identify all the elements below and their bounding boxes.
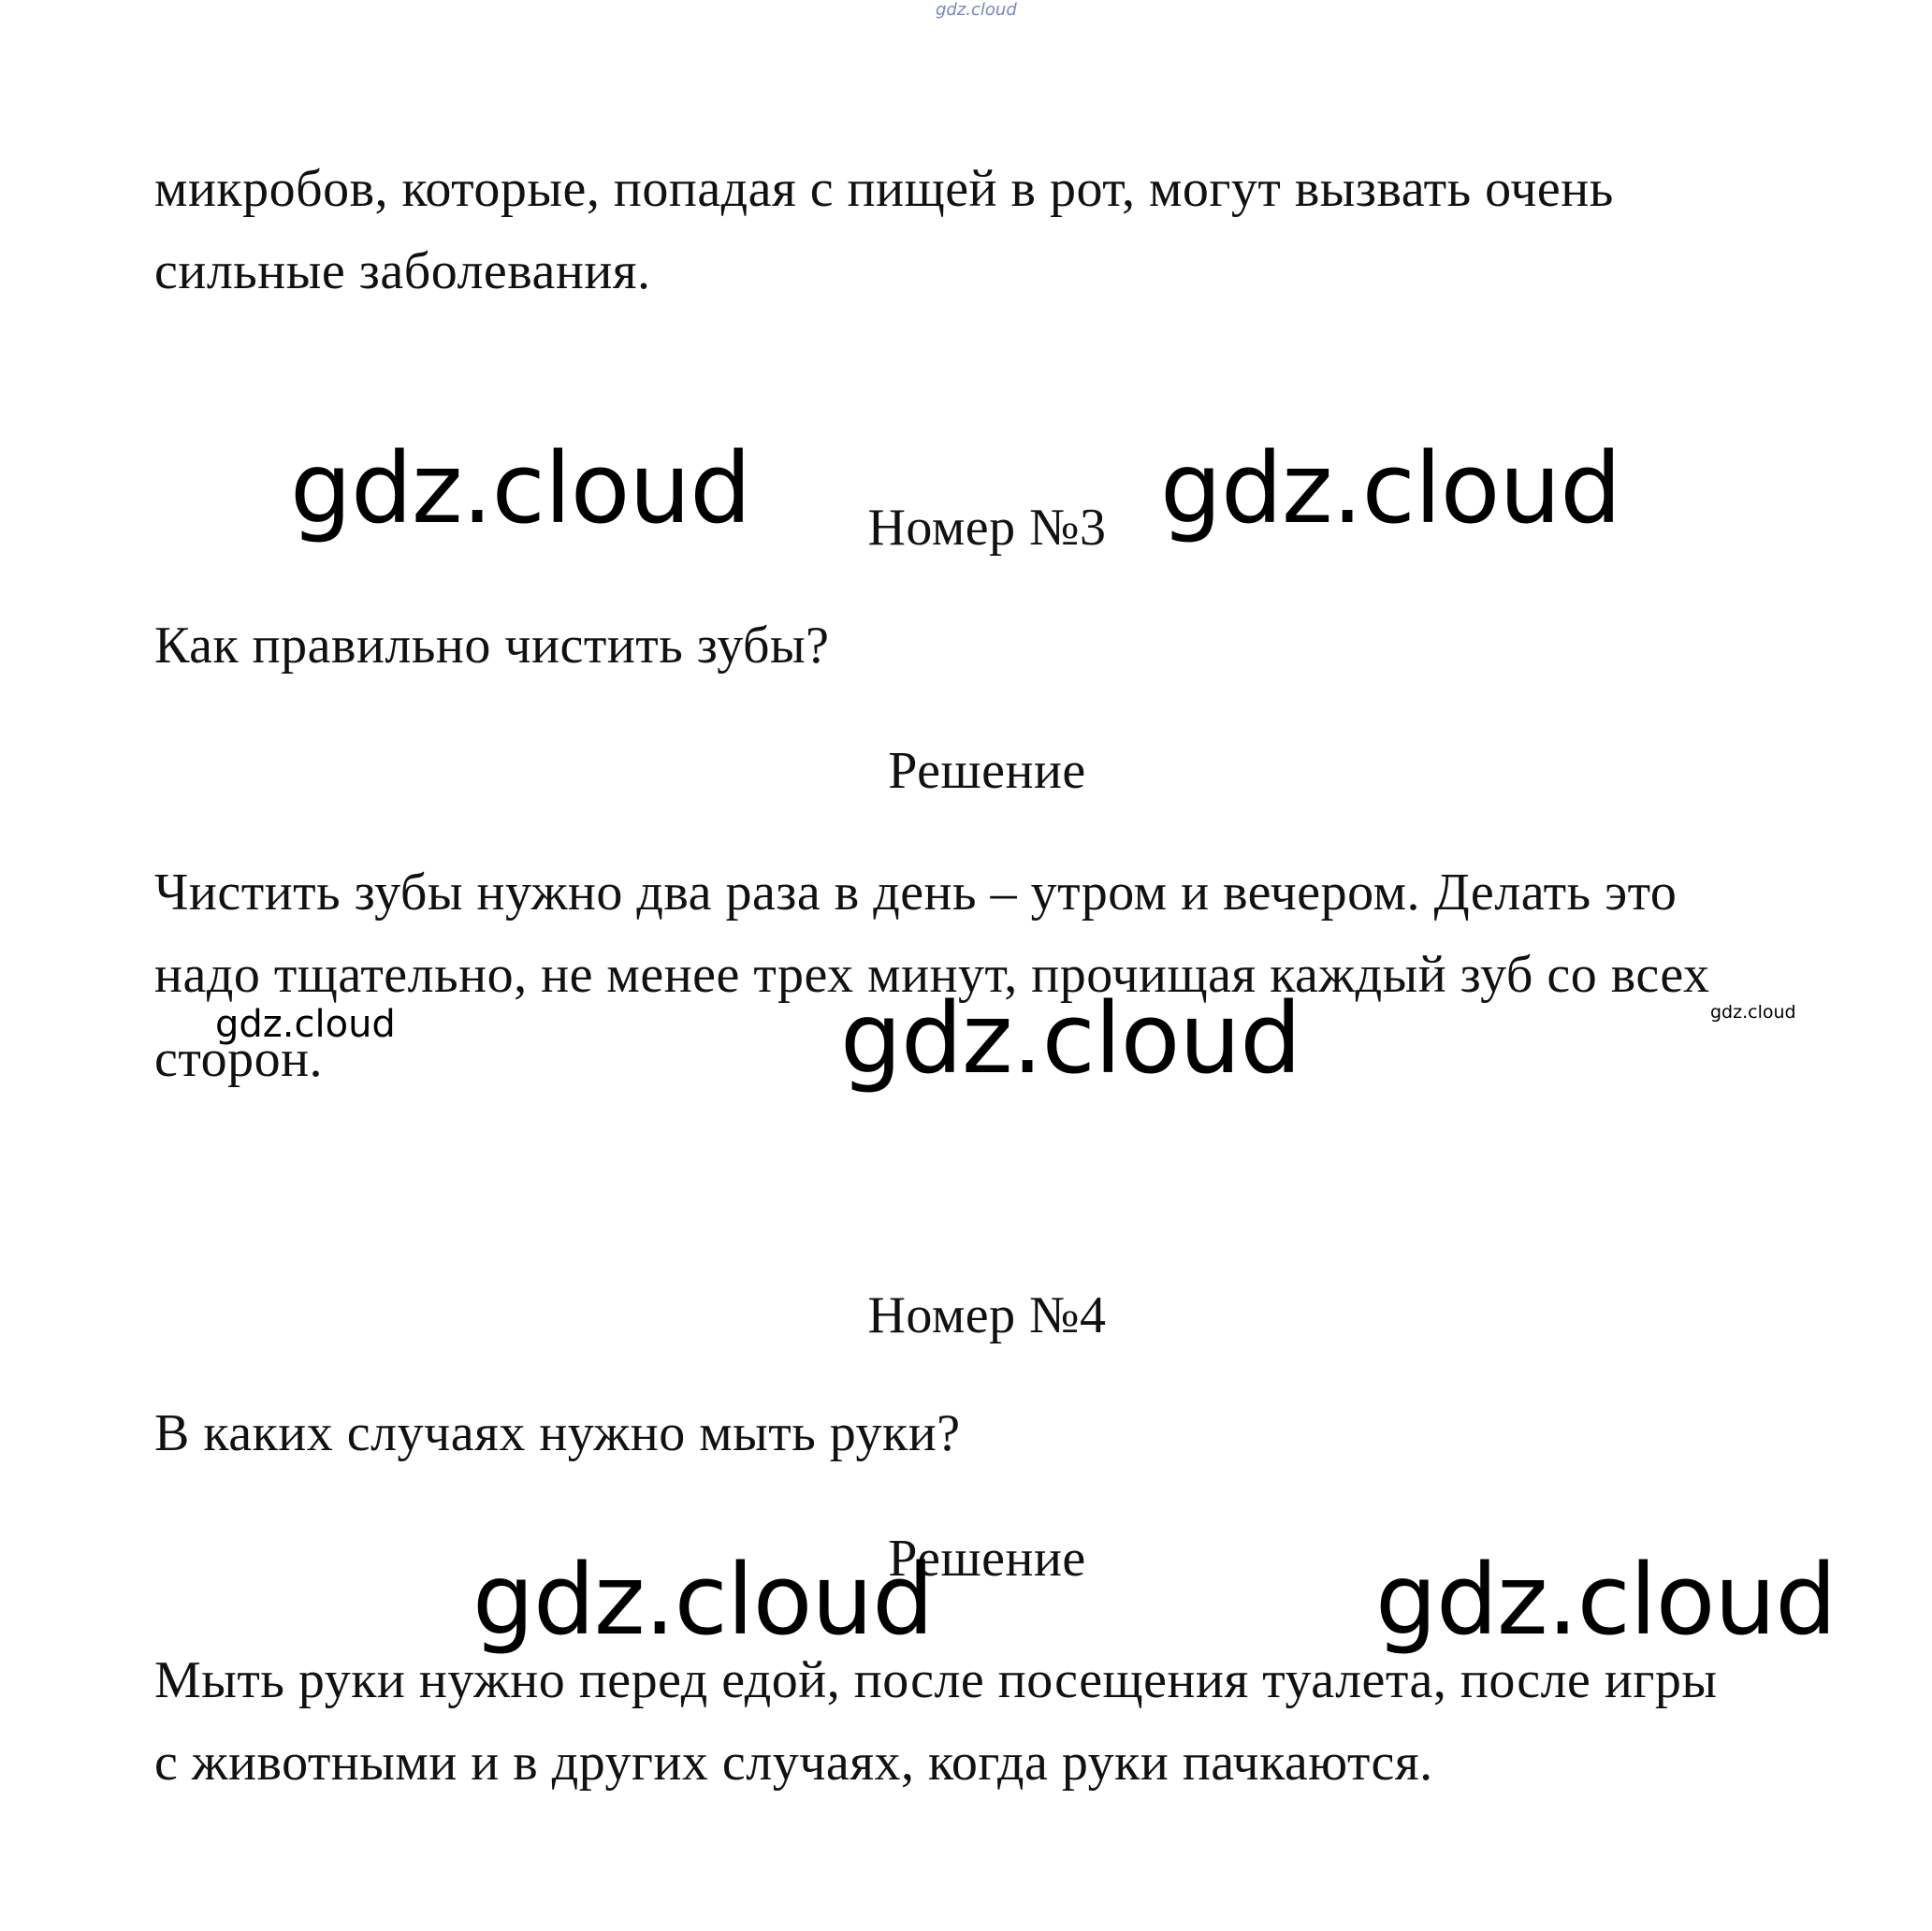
task4-solution-label: Решение <box>888 1530 1086 1588</box>
watermark-large-1: gdz.cloud <box>290 431 751 545</box>
task4-question: В каких случаях нужно мыть руки? <box>154 1404 961 1462</box>
intro-line-1: микробов, которые, попадая с пищей в рот, могут вызвать очень <box>154 160 1614 218</box>
watermark-large-3: gdz.cloud <box>840 981 1301 1096</box>
task4-answer-line-1: Мыть руки нужно перед едой, после посещения туалета, после игры <box>154 1651 1718 1709</box>
task3-solution-label: Решение <box>888 742 1086 800</box>
watermark-large-4: gdz.cloud <box>472 1543 934 1657</box>
watermark-top: gdz.cloud <box>936 0 1017 20</box>
task4-answer-line-2: с животными и в других случаях, когда руки пачкаются. <box>154 1734 1433 1792</box>
task3-heading: Номер №3 <box>867 499 1107 557</box>
task3-answer-line-1: Чистить зубы нужно два раза в день – утром и вечером. Делать это <box>154 864 1678 922</box>
task4-heading: Номер №4 <box>867 1286 1107 1344</box>
watermark-large-2: gdz.cloud <box>1160 431 1621 545</box>
task3-answer-line-3: сторон. <box>154 1030 324 1088</box>
watermark-large-5: gdz.cloud <box>1375 1543 1837 1657</box>
watermark-small: gdz.cloud <box>215 1003 396 1046</box>
intro-line-2: сильные заболевания. <box>154 242 651 300</box>
task3-answer-line-2: надо тщательно, не менее трех минут, прочищая каждый зуб со всех <box>154 946 1710 1004</box>
watermark-tiny: gdz.cloud <box>1710 1002 1796 1023</box>
task3-question: Как правильно чистить зубы? <box>154 617 830 675</box>
